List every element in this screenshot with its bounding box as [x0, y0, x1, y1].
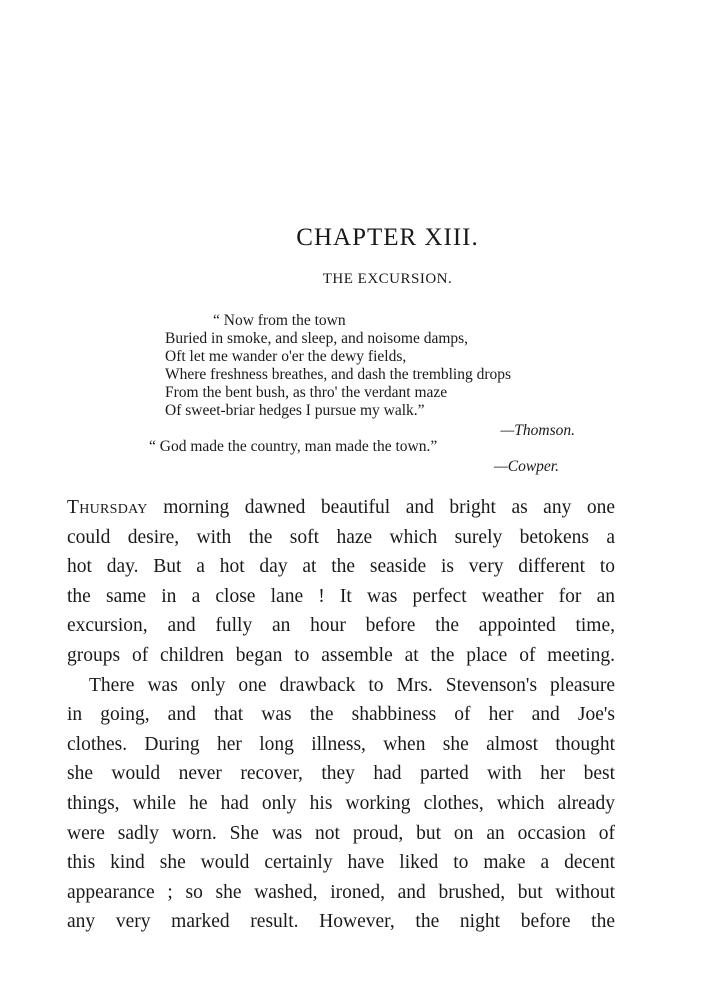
- text-line: clothes. During her long illness, when she almost thought: [67, 733, 615, 755]
- text-line: in going, and that was the shabbiness of her and Joe's: [67, 704, 615, 726]
- text-line: There was only one drawback to Mrs. Stevenson's pleasure: [89, 674, 615, 696]
- epigraph-cowper: [149, 438, 559, 476]
- epigraph-line: Oft let me wander o'er the dewy fields,: [165, 348, 407, 365]
- epigraph-line: From the bent bush, as thro' the verdant maze: [165, 384, 448, 401]
- chapter-subtitle: THE EXCURSION.: [322, 271, 453, 287]
- text-line: hot day. But a hot day at the seaside is very different to: [67, 556, 615, 578]
- text-line: groups of children began to assemble at the place of meeting.: [67, 644, 615, 666]
- lead-word: Thursday: [67, 497, 148, 518]
- epigraph-line: Of sweet-briar hedges I pursue my walk.”: [165, 402, 425, 419]
- text-line: the same in a close lane ! It was perfect weather for an: [67, 585, 615, 607]
- text-line: were sadly worn. She was not proud, but on an occasion of: [67, 822, 615, 844]
- text-line: she would never recover, they had parted with her best: [67, 763, 615, 785]
- epigraph-line: Buried in smoke, and sleep, and noisome damps,: [165, 330, 469, 347]
- text-line: could desire, with the soft haze which surely betokens a: [67, 526, 615, 548]
- text-line: [67, 493, 615, 523]
- text-line-rest: morning dawned beautiful and bright as any one: [147, 497, 615, 518]
- epigraph-line: “ Now from the town: [213, 312, 346, 329]
- text-line: excursion, and fully an hour before the appointed time,: [67, 615, 615, 637]
- text-line: things, while he had only his working clothes, which already: [67, 792, 615, 814]
- chapter-title: CHAPTER XIII.: [296, 224, 479, 251]
- chapter-body: [67, 493, 615, 937]
- epigraph-line: “ God made the country, man made the town.”: [149, 438, 438, 455]
- paragraph: [67, 671, 615, 937]
- epigraph-thomson: [165, 312, 575, 440]
- text-line: any very marked result. However, the night before the: [67, 911, 615, 933]
- epigraph-line: Where freshness breathes, and dash the trembling drops: [165, 366, 512, 383]
- epigraph-attribution: —Thomson.: [500, 422, 575, 439]
- text-line: appearance ; so she washed, ironed, and brushed, but without: [67, 881, 615, 903]
- text-line: this kind she would certainly have liked to make a decent: [67, 852, 615, 874]
- paragraph: [67, 493, 615, 671]
- epigraph-attribution: —Cowper.: [493, 458, 559, 475]
